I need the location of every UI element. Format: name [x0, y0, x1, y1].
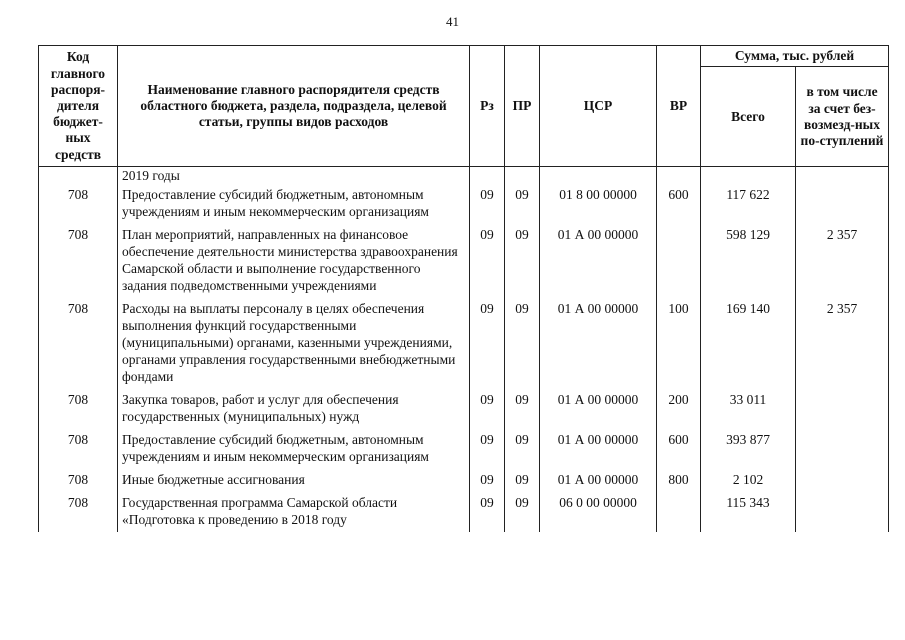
header-rz: Рз	[470, 46, 505, 167]
cell-total: 33 011	[701, 389, 796, 429]
cell-csr: 06 0 00 00000	[540, 492, 657, 532]
table-row	[39, 224, 889, 298]
cell-vr: 100	[657, 298, 701, 389]
cell-pr: 09	[505, 492, 540, 532]
cell-rz: 09	[470, 184, 505, 224]
continuation-text: 2019 годы	[118, 167, 470, 185]
header-total: Всего	[701, 67, 796, 167]
cell-incl	[796, 469, 889, 492]
cell-rz: 09	[470, 492, 505, 532]
cell-vr	[657, 224, 701, 298]
cell-csr: 01 А 00 00000	[540, 429, 657, 469]
cell-rz: 09	[470, 224, 505, 298]
cell-code: 708	[39, 429, 118, 469]
header-vr: ВР	[657, 46, 701, 167]
cell-incl	[796, 429, 889, 469]
cell-pr: 09	[505, 224, 540, 298]
cell-csr: 01 8 00 00000	[540, 184, 657, 224]
cell-total: 117 622	[701, 184, 796, 224]
cell-vr: 800	[657, 469, 701, 492]
page-number: 41	[446, 14, 459, 29]
cell-vr: 600	[657, 429, 701, 469]
cell-incl	[796, 492, 889, 532]
table-row	[39, 184, 889, 224]
header-pr: ПР	[505, 46, 540, 167]
header-csr: ЦСР	[540, 46, 657, 167]
header-sum: Сумма, тыс. рублей	[701, 46, 889, 67]
cell-csr: 01 А 00 00000	[540, 469, 657, 492]
cell-name: План мероприятий, направленных на финансовое обеспечение деятельности министерства здравоохранения Самарской области и выполнение государственного задания подведомственными учреждениями	[118, 224, 470, 298]
cell-csr: 01 А 00 00000	[540, 224, 657, 298]
cell-total: 2 102	[701, 469, 796, 492]
cell-code: 708	[39, 184, 118, 224]
cell-code: 708	[39, 298, 118, 389]
table-row	[39, 469, 889, 492]
cell-incl: 2 357	[796, 224, 889, 298]
header-code: Код главного распоря-дителя бюджет-ных средств	[39, 46, 118, 167]
cell-pr: 09	[505, 429, 540, 469]
table-row	[39, 298, 889, 389]
cell-rz: 09	[470, 389, 505, 429]
cell-rz: 09	[470, 429, 505, 469]
cell-code: 708	[39, 224, 118, 298]
cell-vr	[657, 492, 701, 532]
cell-total: 598 129	[701, 224, 796, 298]
cell-csr: 01 А 00 00000	[540, 298, 657, 389]
cell-total: 115 343	[701, 492, 796, 532]
cell-name: Иные бюджетные ассигнования	[118, 469, 470, 492]
cell-code: 708	[39, 469, 118, 492]
cell-vr: 200	[657, 389, 701, 429]
cell-incl	[796, 389, 889, 429]
budget-table	[38, 45, 889, 532]
table-row	[39, 429, 889, 469]
cell-rz: 09	[470, 469, 505, 492]
table-row	[39, 389, 889, 429]
cell-name: Расходы на выплаты персоналу в целях обеспечения выполнения функций государственными (муниципальными) органами, казенными учреждениями, органами управления государственными внебюджетными фондами	[118, 298, 470, 389]
table-row	[39, 167, 889, 185]
cell-pr: 09	[505, 184, 540, 224]
cell-total: 169 140	[701, 298, 796, 389]
cell-csr: 01 А 00 00000	[540, 389, 657, 429]
cell-name: Государственная программа Самарской области «Подготовка к проведению в 2018 году	[118, 492, 470, 532]
header-name: Наименование главного распорядителя средств областного бюджета, раздела, подраздела, целевой статьи, группы видов расходов	[118, 46, 470, 167]
cell-name: Предоставление субсидий бюджетным, автономным учреждениям и иным некоммерческим организациям	[118, 429, 470, 469]
cell-pr: 09	[505, 389, 540, 429]
cell-incl: 2 357	[796, 298, 889, 389]
header-incl: в том числе за счет без-возмезд-ных по-ступлений	[796, 67, 889, 167]
cell-vr: 600	[657, 184, 701, 224]
cell-code: 708	[39, 492, 118, 532]
cell-incl	[796, 184, 889, 224]
cell-code: 708	[39, 389, 118, 429]
cell-pr: 09	[505, 298, 540, 389]
cell-pr: 09	[505, 469, 540, 492]
table-row	[39, 492, 889, 532]
cell-name: Предоставление субсидий бюджетным, автономным учреждениям и иным некоммерческим организациям	[118, 184, 470, 224]
cell-name: Закупка товаров, работ и услуг для обеспечения государственных (муниципальных) нужд	[118, 389, 470, 429]
cell-rz: 09	[470, 298, 505, 389]
cell-total: 393 877	[701, 429, 796, 469]
